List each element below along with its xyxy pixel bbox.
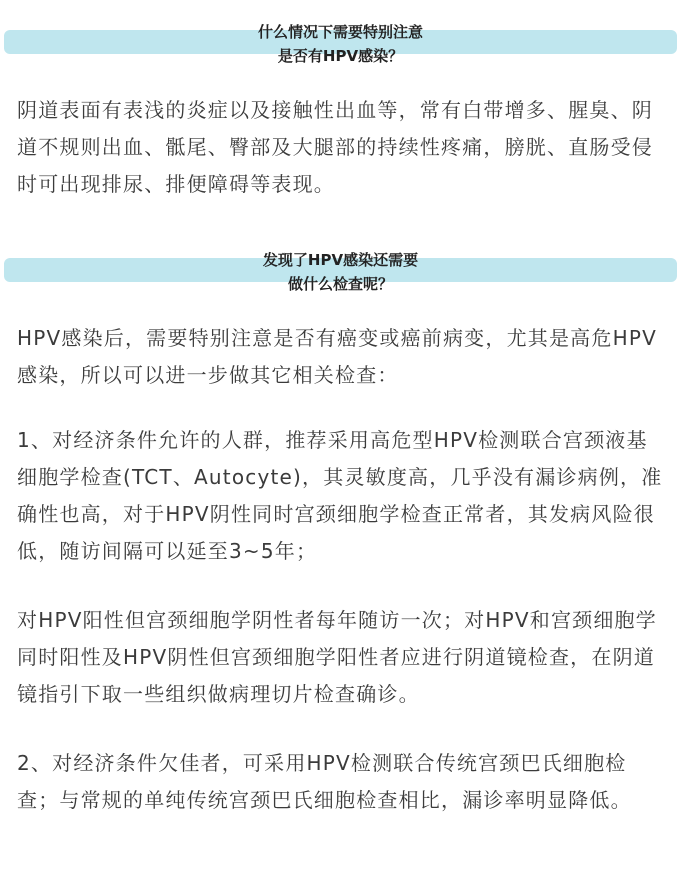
section-title-line2: 是否有HPV感染？ — [277, 47, 404, 65]
paragraph-intro: HPV感染后，需要特别注意是否有癌变或癌前病变，尤其是高危HPV感染，所以可以进一步做其它相关检查： — [17, 326, 657, 387]
paragraph-follow-up: 对HPV阳性但宫颈细胞学阴性者每年随访一次；对HPV和宫颈细胞学同时阳性及HPV阴性但宫颈细胞学阳性者应进行阴道镜检查，在阴道镜指引下取一些组织做病理切片检查确诊。 — [17, 608, 657, 706]
paragraph-option-2: 2、对经济条件欠佳者，可采用HPV检测联合传统宫颈巴氏细胞检查；与常规的单纯传统宫颈巴氏细胞检查相比，漏诊率明显降低。 — [17, 751, 632, 812]
section-title-line1: 什么情况下需要特别注意 — [257, 23, 423, 41]
section-header-further-tests — [0, 248, 681, 296]
section-header-hpv-infection — [0, 20, 681, 68]
section-title-line1: 发现了HPV感染还需要 — [262, 251, 419, 269]
paragraph-option-1: 1、对经济条件允许的人群，推荐采用高危型HPV检测联合宫颈液基细胞学检查(TCT、Autocyte)，其灵敏度高，几乎没有漏诊病例，准确性也高，对于HPV阴性同时宫颈细胞学检查正常者，其发病风险很低，随访间隔可以延至3~5年； — [17, 428, 663, 563]
section-title-line2: 做什么检查呢？ — [287, 275, 393, 293]
symptoms-paragraph: 阴道表面有表浅的炎症以及接触性出血等，常有白带增多、腥臭、阴道不规则出血、骶尾、臀部及大腿部的持续性疼痛，膀胱、直肠受侵时可出现排尿、排便障碍等表现。 — [17, 98, 653, 196]
